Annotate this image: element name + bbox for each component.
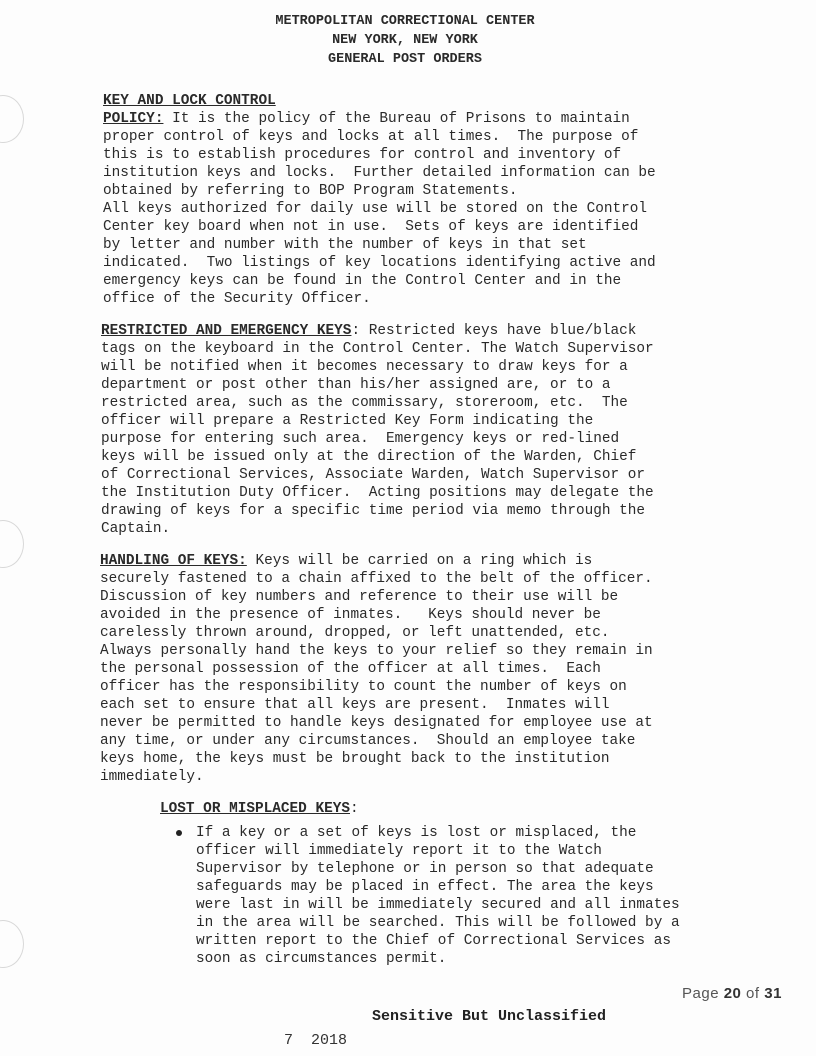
section-restricted-keys (101, 322, 654, 538)
section-lost-keys (160, 800, 680, 968)
paragraph-line: securely fastened to a chain affixed to the belt of the officer. (100, 571, 653, 587)
page-total: 31 (764, 985, 782, 1002)
paragraph-line: any time, or under any circumstances. Should an employee take (100, 733, 636, 749)
paragraph-line: office of the Security Officer. (103, 291, 371, 307)
paragraph-line: by letter and number with the number of keys in that set (103, 237, 587, 253)
paragraph-line: : Restricted keys have blue/black (351, 323, 637, 339)
paragraph-line: keys home, the keys must be brought back to the institution (100, 751, 610, 767)
paragraph-line: soon as circumstances permit. (196, 951, 447, 967)
section-key-and-lock-control (103, 92, 656, 308)
paragraph-line: If a key or a set of keys is lost or misplaced, the (196, 825, 637, 841)
label-suffix: : (350, 801, 359, 817)
section-label: LOST OR MISPLACED KEYS (160, 801, 350, 817)
page-current: 20 (723, 985, 742, 1002)
paragraph-line: in the area will be searched. This will be followed by a (196, 915, 680, 931)
hole-punch-mark (0, 920, 24, 968)
paragraph-line: this is to establish procedures for control and inventory of (103, 147, 622, 163)
page-of: of (741, 985, 765, 1002)
paragraph-line: officer will prepare a Restricted Key Form indicating the (101, 413, 594, 429)
paragraph-line: institution keys and locks. Further detailed information can be (103, 165, 656, 181)
page-number (682, 985, 782, 1002)
classification-label: Sensitive But Unclassified (372, 1008, 607, 1025)
paragraph-line: carelessly thrown around, dropped, or left unattended, etc. (100, 625, 610, 641)
hole-punch-mark (0, 95, 24, 143)
section-label: RESTRICTED AND EMERGENCY KEYS (101, 323, 352, 339)
hole-punch-mark (0, 520, 24, 568)
paragraph-line: Always personally hand the keys to your relief so they remain in (100, 643, 653, 659)
paragraph-line: proper control of keys and locks at all times. The purpose of (103, 129, 639, 145)
policy-label: POLICY: (103, 111, 164, 127)
section-handling-of-keys (100, 552, 653, 786)
paragraph-line: avoided in the presence of inmates. Keys should never be (100, 607, 601, 623)
document-header (170, 12, 640, 69)
paragraph-line: tags on the keyboard in the Control Center. The Watch Supervisor (101, 341, 654, 357)
section-label: HANDLING OF KEYS: (100, 553, 247, 569)
paragraph-line: each set to ensure that all keys are present. Inmates will (100, 697, 610, 713)
paragraph-line: safeguards may be placed in effect. The area the keys (196, 879, 654, 895)
paragraph-line: purpose for entering such area. Emergency keys or red-lined (101, 431, 620, 447)
bullet-icon (176, 830, 182, 836)
paragraph-line: restricted area, such as the commissary, storeroom, etc. The (101, 395, 628, 411)
header-line: GENERAL POST ORDERS (328, 52, 482, 67)
paragraph-line: indicated. Two listings of key locations identifying active and (103, 255, 656, 271)
paragraph-line: never be permitted to handle keys designated for employee use at (100, 715, 653, 731)
bullet-item (196, 824, 680, 968)
header-line: METROPOLITAN CORRECTIONAL CENTER (275, 14, 535, 29)
page-prefix: Page (682, 985, 724, 1002)
paragraph-line: Discussion of key numbers and reference to their use will be (100, 589, 619, 605)
paragraph-line: of Correctional Services, Associate Warden, Watch Supervisor or (101, 467, 646, 483)
paragraph-line: department or post other than his/her assigned are, or to a (101, 377, 611, 393)
paragraph-line: All keys authorized for daily use will be stored on the Control (103, 201, 648, 217)
paragraph-line: Supervisor by telephone or in person so that adequate (196, 861, 654, 877)
paragraph-line: It is the policy of the Bureau of Prisons to maintain (163, 111, 630, 127)
section-heading: KEY AND LOCK CONTROL (103, 93, 276, 109)
paragraph-line: emergency keys can be found in the Control Center and in the (103, 273, 622, 289)
paragraph-line: officer will immediately report it to the Watch (196, 843, 602, 859)
header-line: NEW YORK, NEW YORK (332, 33, 478, 48)
paragraph-line: Captain. (101, 521, 171, 537)
paragraph-line: officer has the responsibility to count the number of keys on (100, 679, 627, 695)
paragraph-line: were last in will be immediately secured and all inmates (196, 897, 680, 913)
paragraph-line: will be notified when it becomes necessary to draw keys for a (101, 359, 628, 375)
paragraph-line: Keys will be carried on a ring which is (246, 553, 593, 569)
paragraph-line: immediately. (100, 769, 204, 785)
paragraph-line: obtained by referring to BOP Program Statements. (103, 183, 518, 199)
paragraph-line: Center key board when not in use. Sets of keys are identified (103, 219, 639, 235)
paragraph-line: the personal possession of the officer at all times. Each (100, 661, 601, 677)
paragraph-line: the Institution Duty Officer. Acting positions may delegate the (101, 485, 654, 501)
paragraph-line: written report to the Chief of Correctional Services as (196, 933, 671, 949)
footer-date: 7 2018 (284, 1032, 348, 1049)
paragraph-line: keys will be issued only at the direction of the Warden, Chief (101, 449, 637, 465)
paragraph-line: drawing of keys for a specific time period via memo through the (101, 503, 646, 519)
